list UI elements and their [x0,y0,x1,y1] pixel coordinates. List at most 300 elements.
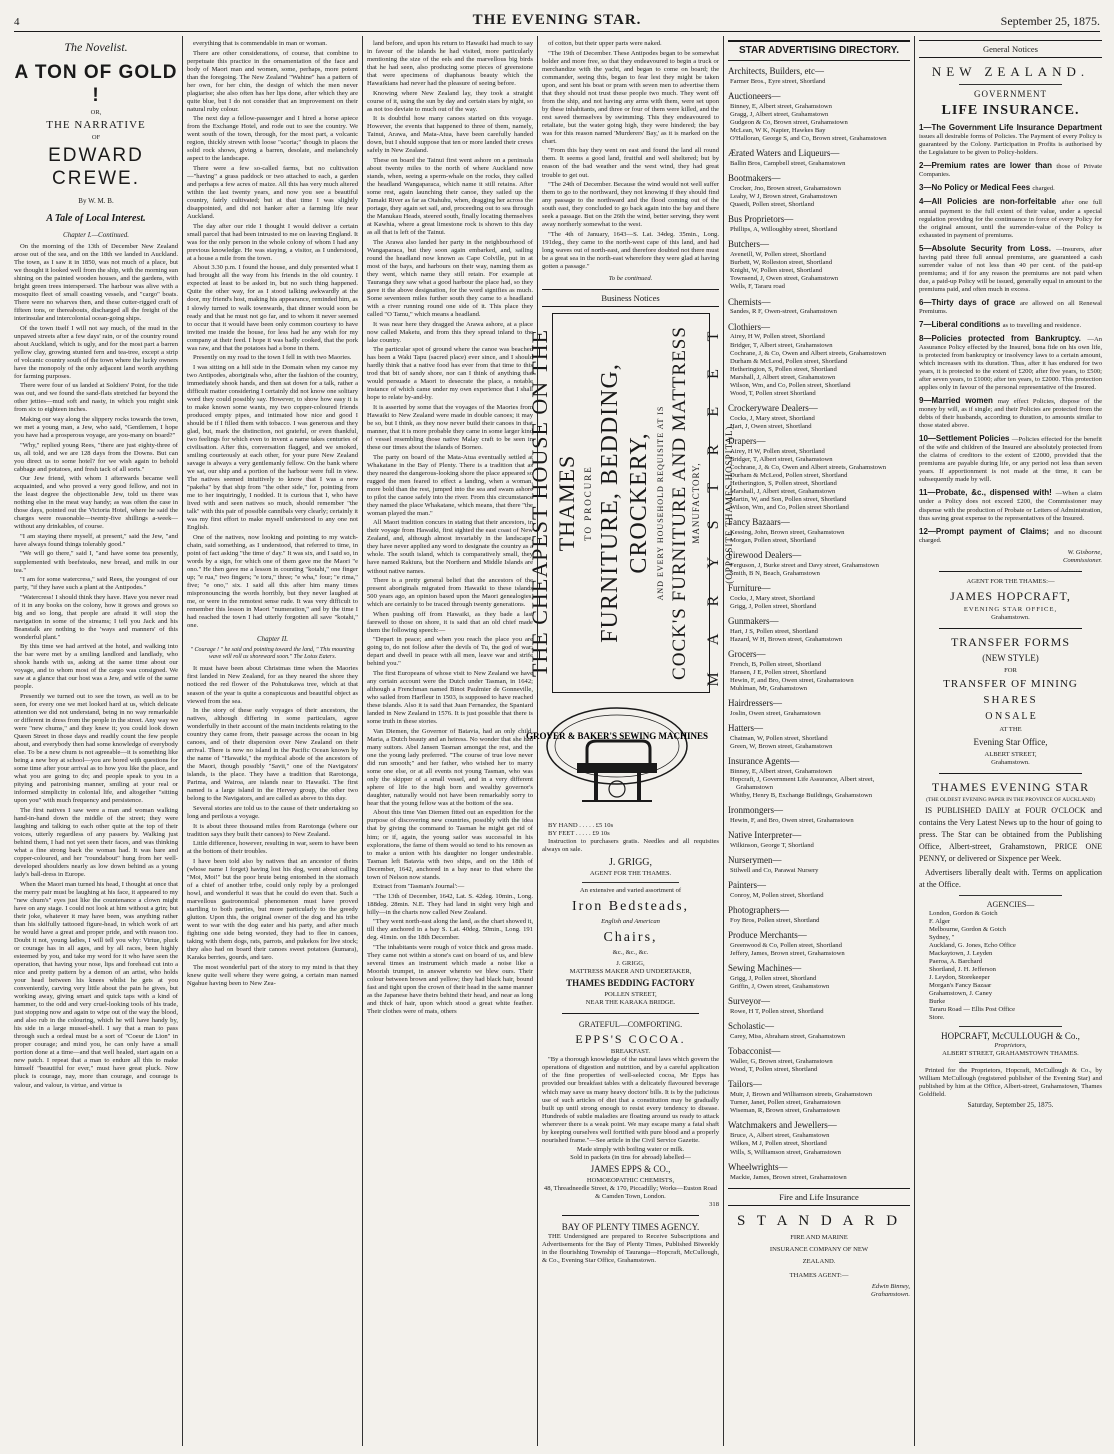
insurance-item-title: 9—Married women [919,396,998,406]
directory-category: Butchers— [728,239,769,250]
directory-category: Fancy Bazaars— [728,516,790,527]
story-paragraph: "From this bay they went on east and found the land all round them. It seems a good land, fruitful and well sheltered; but by reason of the bad weather and the west wind, they had great trouble to get out. [542,147,719,179]
directory-entry: Bridger, T, Albert street, Grahamstown [730,341,833,349]
price-feet: BY FEET . . . . . £9 10s [548,830,610,838]
story-tagline: A Tale of Local Interest. [46,213,146,225]
furniture-advert [526,313,734,693]
agency-entry: J. Leydon, Storekeeper [929,973,990,981]
to-be-continued: To be continued. [608,274,653,282]
directory-category: Surveyor— [728,996,770,1007]
story-paragraph: About this time Van Diemen fitted out an expedition for the purpose of discovering new countries, possibly with the idea that by giving the command to Tasman he might get rid of him; or if, again, the young sailor was successful in his explorations, the fame of them would so tend to his renown as to make a union with his daughter no longer undesirable. Tasman left Batavia with two ships, and on the 18th of December, 1642, anchored in a bay near to that where the town of Nelson now stands. [367,809,533,881]
epps-address: 48, Threadneedle Street, & 170, Piccadilly; Works—Euston Road & Camden Town, London. [543,1185,718,1201]
insurance-item-text: are allowed on all Renewal Premiums. [919,299,1102,315]
story-paragraph: everything that is commendable in man or woman. [193,40,328,47]
star-office: Evening Star Office, [973,737,1048,748]
directory-title: STAR ADVERTISING DIRECTORY. [728,40,910,61]
directory-category: Native Interpreter— [728,830,802,841]
directory-category: Wheelwrights— [728,1161,788,1172]
story-body [187,665,358,987]
new-zealand: NEW ZEALAND. [931,64,1090,80]
directory-category: Drapers— [728,435,766,446]
story-paragraph: The party on board of the Mata-Atua eventually settled at Whakatane in the Bay of Plenty. There is a tradition that as they neared the dangerous-looking shore the place appeared so rugged the men feared to effect a landing, when a woman, more bold than the rest, jumped into the sea and swam ashore to pilot the canoe safely into the river. From this circumstance they named the place Whakatane, which means, that there "the woman played the man." [367,453,533,517]
agency-entry: Burke [929,998,946,1006]
directory-entry: Wood, T, Pollen street Shortland [730,389,816,397]
directory-entry: Hetherington, S, Pollen street, Shortland [730,365,837,373]
story-paragraph: Knowing where New Zealand lay, they took a straight course of it, using the sun by day and certain stars by night, so as not too deviate to much out of the way. [367,89,533,113]
directory-category: Grocers— [728,649,766,660]
directory-entry: Gudgeon & Co, Brown street, Grahamstown [730,119,848,127]
column-rule [362,36,363,1446]
directory-entry: Conroy, M, Pollen street, Shortland [730,892,824,900]
story-paragraph: "They went north-east along the land, as the chart showed it, till they anchored in a bay S. Lat. 40deg. 50min., Long. 191 deg. 41min. on the 18th December. [367,918,533,942]
story-column-1 [14,40,178,1448]
story-paragraph: When pushing off from Hawaiki, as they bade a last farewell to those on shore, it is said that an old chief made them the following speech:— [367,610,533,634]
insurance-item [919,434,1102,484]
directory-entry: Cochrane, J, & Co, Owen and Albert streets, Grahamstown [730,463,887,471]
story-paragraph: All Maori tradition concurs in stating that their ancestors, in their voyage from Hawaiki, first sighted the east coast of New Zealand, and, although almost invariably in the landscape, they have never applied any word to designate the country as a whole. The south island, which is comparatively small, they have named Rakiura, but the Northern and Middle Islands are without native names. [367,519,533,575]
story-paragraph: There is a pretty general belief that the ancestors of the present aboriginals migrated from Hawaiki to these islands 500 years ago, an opinion based upon the Maori genealogies, which are certainly to be traced through twenty generations. [367,577,533,609]
directory-entry: Cocks, J, Mary street, Shortland [730,414,815,422]
directory-entry: Foy Bros, Pollen street, Shortland [730,917,820,925]
insurance-item [919,123,1102,157]
directory-entry: Greenwood & Co, Pollen street, Shortland [730,942,842,950]
section-heading: Fire and Life Insurance [728,1188,910,1206]
section-heading: General Notices [919,40,1102,58]
standard: S T A N D A R D [736,1212,902,1229]
story-body [542,40,719,271]
new-style: (NEW STYLE) [982,653,1039,664]
insurance-item-text: issues all desirable forms of Policies. The Payment of every Policy is guaranteed by the Colony. Participation in Profits is authorised by the Legislature to be given to Policy-holders. [919,133,1102,157]
directory-category: Hatters— [728,723,763,734]
directory-entry: Bruce, A, Albert street, Grahamstown [730,1132,830,1140]
thames-agent: THAMES AGENT:— [789,1272,849,1280]
directory-entry: Wells, F, Tararu road [730,283,785,291]
directory-entry: Quaedi, Pollen street, Shortland [730,201,815,209]
story-body [14,243,178,1090]
etc: &c., &c., &c. [612,948,649,956]
agency-entry: Auckland, G. Jones, Echo Office [929,941,1016,949]
insurance-item-title: 5—Absolute Security from Loss. [919,243,1056,253]
insurance-item-title: 12—Prompt payment of Claims; [919,526,1055,536]
insurance-item-title: 2—Premium rates are lower than [919,161,1057,171]
story-paragraph: land before, and upon his return to Hawaiki had much to say in favour of the islands he had visited, more particularly mentioning the size of the eels and the marvellous big birds that he had seen, also producing some pieces of greenstone that were specimens of diaphanous beauty which the Hawaikians had never had the pleasure of seeing before. [367,40,533,88]
newspaper-title: THE EVENING STAR. [472,12,642,28]
story-paragraph: "Depart in peace; and when you reach the place you are going to, do not follow after the devils of Tu, the god of war; depart and dwell in peace with all men, leave war and strife behind you." [367,636,533,668]
agency-entry: Sydney, " [929,933,955,941]
insurance-item [919,183,1102,193]
agency-entry: Melbourne, Gordon & Gotch [929,925,1006,933]
directory-entry: Stilwell and Co, Parawai Nursery [730,867,819,875]
directory-entry: Wilson, Wm, and Co, Pollen street, Shortland [730,381,851,389]
directory-entry: Martin, W, and Son, Pollen street, Shortland [730,495,847,503]
directory-category: Firewood Dealers— [728,550,802,560]
story-paragraph: There were four of us landed at Soldiers' Point, for the tide was out, and we found the sand-flats stretched far beyond the other jetties—mud soft and nasty, in which you might sink from six to eighteen inches. [14,382,178,414]
insurance-item-text: may effect Policies, dispose of the money by will, as if single; and their Policies are protected from the debts of their husbands, according to duration, to amounts similar to those stated above. [919,398,1102,430]
story-paragraph: The most wonderful part of the story to my mind is that they knew quite well where they were going, a certain man named Ngahue having been to New Zea- [187,963,358,987]
grahamstown: Grahamstown. [991,614,1030,622]
agency-entry: Paeroa, A. Barchard [929,957,983,965]
directory-entry: Wilkinson, George T, Shortland [730,842,814,850]
insurance-company: INSURANCE COMPANY OF NEW [769,1246,869,1254]
agency-entry: Shortland, J. H. Jefferson [929,965,996,973]
story-paragraph: Presently on my road to the town I fell in with two Maories. [193,354,352,362]
for: FOR [1004,667,1017,675]
agency-entry: London, Gordon & Gotch [929,909,998,917]
gisborne: W. Gisborne, [1067,548,1102,556]
story-paragraph: I was sitting on a hill side in the Domain when my canoe my two Antipodes, aboriginals who, after the fashion of the country, immediately shook hands, and then sat down for a talk, rather a difficult matter considering I certainly did not know one solitary word they could possibly say. However, to show how easy it is to make known some wants, my two copper-coloured friends produced empty pipes, and intimated how nice and good I should be if I filled them with tobacco. I was generous and they glad, but, mark the distinction, not grateful, or even thankful, two feelings for which even to invent a name takes centuries of civilisation. After this, conversation flagged, and we smoked, smiling courteously at each other, for your pure New Zealand savage is always a very gentlemanly fellow. On the bank where we sat, our ship and a portion of the harbour were full in view. The natives seemed intuitively to know that I was a new "pakeha" by that ship from "the other side," for, pointing from me to her inquiringly, I nodded. It is curious that I, who have lived with and seen natives so much, should remember "the talk" with this pair of possible cannibals very clearly; certainly it was my first effort to make myself understood to any one not English. [187,363,358,532]
directory-category: Auctioneers— [728,91,781,102]
story-paragraph: of cotton, but their upper parts were naked. [548,40,662,47]
insurance-item-text: —Policies effected for the benefit of the wife and children of the Insured are absolutely protected from the claims of creditors to the extent of £2000, provided that the premiums are payable during life, or any period not less than seven years. If apportionment is not made at the time, it can be subsequently made by will. [919,436,1103,484]
directory-entry: Gragg, J, Albert street, Grahamstown [730,111,829,119]
directory-entry: Knight, W, Pollen street, Shortland [730,267,823,275]
commissioner: Commissioner. [1062,556,1102,564]
on-sale: O N S A L E [985,710,1036,722]
directory-entry: Durham & McLeod, Pollen street, Shortland [730,471,848,479]
directory-entry: Carey, Miss, Abraham street, Grahamstown [730,1033,846,1041]
furniture-line: COCK'S FURNITURE AND MATTRESS [668,326,690,681]
epps-cocoa: EPPS'S COCOA. [575,1031,686,1046]
story-paragraph: By this time we had arrived at the hotel, and walking into the bar were met by a smiling landlord and landlady, who shook hands with us, asking at the same time about our voyage, and to whom most of the cargo was consigned. We saw at a glance that our host was a Jew, and wife of the same people. [14,643,178,691]
insurance-items [919,123,1102,544]
agency-entry: Morgan's Fancy Bazaar [929,981,992,989]
shares: SHARES [983,694,1038,707]
directory-entry: Hazard, W H, Brown street, Grahamstown [730,636,843,644]
directory-entry: Hopcraft, J, Government Life Assurance, Albert street, Grahamstown [730,776,875,792]
agency-list [919,910,1102,1022]
insurance-item-title: 6—Thirty days of grace [919,297,1020,307]
insurance-item [919,334,1102,392]
bay-text: THE Undersigned are prepared to Receive Subscriptions and Advertisements for the Bay of Plenty Times, Published Biweekly in the flourishing Township of Tauranga—Hopcraft, McCullough, & Co., Evening Star Office, Grahamstown. [542,1233,719,1265]
directory-entry: Turner, Janet, Pollen street, Grahamstown [730,1099,841,1107]
story-paragraph: Of the town itself I will not say much, of the mud in the unpaved streets after a few days' rain, or of the country round about Auckland, which is ugly, and for the most part a barren yellow clay, growing stunted fern and tea-tree, except a strip of volcanic country south of the town where the lucky owners have the monopoly of the only adjacent land worth anything for farming purposes. [14,324,178,380]
directory-category: Tailors— [728,1079,762,1090]
directory-entry: Hewin, F, and Bro, Owen street, Grahamstown [730,677,854,685]
story-of: OF [91,134,101,142]
story-paragraph: The particular spot of ground where the canoe was beached has been a Waki Tapu (sacred place) ever since, and I should hardly think that a native food has ever from that time to this trod that bit of sandy shore, nor can I think of anything that would persuade a Maori to desecrate the place, a notable instance of which came under my own experience that I shall hope to relate by-and-by. [367,346,533,402]
column-rule [723,36,724,1446]
story-paragraph: There are other considerations, of course, that combine to perpetuate this practice in the ornamentation of the face and body of Maori man and women, some, perhaps, more potent than the foregoing. The New Zealand "Wahine" has a pattern of her own, for her chin, the design of which the men never plagiarise; she also often has her lips done, after which they are quite blue, but I do not consider that an improvement on their natural ruby colour. [187,49,358,113]
insurance-item-text: charged. [1032,185,1055,193]
directory-category: Ironmongers— [728,805,783,816]
story-paragraph: About 3.30 p.m. I found the house, and duly presented what I had brought all the way from his friends in the old country. I expected at least to be asked in, but no such thing happened. Quite the other way, for as I stood talking awkwardly at the door, my friend's host, making his appearance, reminded him, as I slowly turned to walk townwards, that dinner would soon be ready and that he must not go far, and to whom it never seemed to occur that it would have been only common courtesy to have invited me inside the house, for less had he any wish for my company at their feed. I hope it was badly cooked, that the pork was raw, and that the potatoes had a bone in them. [187,264,358,352]
story-paragraph: The next day a fellow-passenger and I hired a horse apiece from the Exchange Hotel, and rode out to see the country. We went south of the town, through, for the most part, a volcanic region, thickly strewn with loose "scoria;" though in places the solid rock shows, giving a barren, desolate, and melancholy aspect to the landscape. [187,115,358,163]
story-subtitle: THE NARRATIVE [46,118,146,131]
furniture-line: FURNITURE, BEDDING, CROCKERY, [596,363,652,644]
directory-entry: Jeffery, James, Brown street, Grahamstown [730,950,845,958]
furniture-line: (OPPOSITE THAMES HOSPITAL). [723,422,734,584]
agency-entry: Grahamstown, J. Caney [929,990,992,997]
homeo: HOMOEOPATHIC CHEMISTS, [586,1177,675,1185]
column-rule [182,36,183,1446]
story-paragraph: There were a few so-called farms, but no cultivation—"having" a grass paddock or two attached to each, a garden and perhaps a few acres of maize. All this has very much altered within the last twenty years, and now you see a beautiful country, fairly cultivated; but at that time I was slightly disappointed, and did not hanker after a farming life near Auckland. [187,164,358,221]
assortment-text: An extensive and varied assortment of [579,886,682,894]
insurance-item-text: —Insurers, after having paid three full annual premiums, are guaranteed a cash surrender value of not less than 40 per cent. of the paid-up premiums; and if for any reason the premiums are not paid when due, a paid-up Policy will be issued, generally equal in amount to the premiums paid, and often much in excess. [919,245,1102,293]
story-paragraph: It is asserted by some that the voyages of the Maories from Hawaiki to New Zealand were made in double canoes; it may be so, but I think, as they now never build their canoes in that manner, that it is more probable they came in some larger kind of vessel resembling those native Malay craft to be seen in these our times about the islands of Borneo. [367,403,533,452]
insurance-item [919,396,1102,430]
transfer-mining: TRANSFER OF MINING [943,678,1078,691]
insurance-item-title: 4—All Policies are non-forfeitable [919,197,1062,207]
advertising-column [525,40,734,1448]
advertiser-role: AGENT FOR THE THAMES. [589,869,672,877]
directory-entry: Green, W, Brown street, Grahamstown [730,743,833,751]
insurance-item-text: after one full annual payment to the full extent of their value, under a special regulation providing for the continuance in force of every Policy for the original amount, until the surrender-value of the Policy is exhausted in payment of premiums. [919,199,1102,239]
insurance-item-title: 11—Probate, &c., dispensed with! [919,488,1056,498]
insurance-item-text: and no discount charged. [919,528,1102,544]
directory-entry: Marshall, J, Albert street, Grahamstown [730,373,836,381]
story-paragraph: When the Maori man turned his head, I thought at once that the merry pair must be laughing at his face, it appeared to my "new chum's" eyes just like the countenance a clown might have on any stage. I could not look at him without a grin; but their joke, whatever it may have been, was anything rather than his skilfully tattooed figure-head, in which work of art he would have a great and proper pride, and with reason too. Doubt it not, young ladies, I will tell you why: Virtue, pluck or courage has in all ages, and by all races, been highly esteemed by you, and take my word for it who have seen the operation, that having your nose, lips and forehead cut into a nice and pretty pattern by a demon of an artist, who holds your head between his knees whilst he gets at you conveniently, carving very little about the pain he gives, but working away, giving smart and quick taps with a kind of hammer, to the odd and very cruel-looking tools of his trade, just stopping now and again to wipe out of the way the blood, and also rub in the colouring, which he will have handy by, his side in a large mussel-shell. I say that a man to pass through such a ordeal must be a sort of "Coeur de Lion" in proper courage; and mind you, he can only have a small portion done at a time—and that well healed, start again on a new patch. I repeat that a man to endure all this to make himself "beautiful for ever," must have great pluck. Now pluck is courage, nay, more than courage, and courage is valour, and valour, is virtue, and virtue is [14,880,178,1089]
directory-entry: Whitby, Henry B, Exchange Buildings, Grahamstown [730,792,873,800]
section-heading: Business Notices [542,289,719,307]
story-paragraph: "We will go there," said I, "and have some tea presently, supplemented with beefsteaks, new bread, and milk in our tea." [14,550,178,574]
story-column-3 [367,40,533,1448]
directory-entry: Joslin, Owen street, Grahamstown [730,710,821,718]
directory-category: Nurserymen— [728,855,782,866]
insurance-item-title: 8—Policies protected from Bankruptcy. [919,333,1088,343]
directory-entry: Wills, S, Williamson street, Grahamstown [730,1148,841,1156]
directory-category: Gunmakers— [728,616,779,627]
directory-column [728,40,910,1448]
agent-for: AGENT FOR THE THAMES:— [966,577,1055,585]
agencies: AGENCIES— [986,899,1035,909]
epps-sold: Sold in packets (in tins for abroad) labelled— [570,1154,691,1162]
transfer-forms: TRANSFER FORMS [950,635,1071,650]
story-paragraph: "The 13th of December, 1642, Lat. S. 42deg. 10min., Long. 188deg. 28min. N.E. They had land in sight very high and hilly—in the charts now called New Zealand. [367,892,533,916]
story-column-2 [187,40,358,1448]
directory-category: Produce Merchants— [728,930,807,941]
published-text: IS PUBLISHED DAILY at FOUR O'CLOCK and contains the Very Latest News up to the hour of going to press. The Star can be obtained from the Publishing Office, Albert-street, Grahamstown, PRICE ONE PENNY, or delivered or Sixpence per Week. [919,806,1102,864]
iron-bedsteads: Iron Bedsteads, [571,898,690,914]
page-number: 4 [14,16,20,28]
directory-category: Bootmakers— [728,173,781,184]
bay-of-plenty: BAY OF PLENTY TIMES AGENCY. [561,1222,700,1233]
story-paragraph: Little difference, however, resulting in war, seem to have been at the bottom of their troubles. [187,840,358,856]
story-paragraph: "I am staying there myself, at present," said the Jew, "and have always found things tolerably good." [14,532,178,548]
directory-entry: Airey, H W, Pollen street, Shortland [730,447,825,455]
story-paragraph: One of the natives, now looking and pointing to my watch-chain, said something, as I understood, that referred to time, in point of fact asking "the time o' day." It was six, and I said so, in words by a sign, for which one of them gave me the Maori "e ono." He then gave me a lesson in counting "kotahi," one finger up; "e rua," two fingers; "e toru," three; "e wha," four; "e rima," five; "e ono," six. I said all this after him many times mispronouncing the words horribly, but they never laughed at me, or were in the remotest sense rude. It was very difficult to remember this lesson in Maori "numeration," and by the time I had reached the town I had utterly forgotten all save "kotahi," one. [187,533,358,630]
directory-category: Watchmakers and Jewellers— [728,1120,837,1131]
story-paragraph: The Arawa also landed her party in the neighbourhood of Wangaparaca, but they soon again embarked, and, sailing round the headland now known as Cape Colville, put in at most of the bays, and harbours on their way, naming them as they went, which name they still retain. For example at Tauranga they saw what a good harbour the place had, so they gave it the above designation, for the word signifies as much. Some seventeen miles further south they came to a headland with a river running round one side of it. This place they called "O Tamu," which means a headland. [367,238,533,319]
epps-text: "By a thorough knowledge of the natural laws which govern the operations of digestion and nutrition, and by a careful application of the fine properties of well-selected cocoa, Mr Epps has provided our breakfast tables with a delicately flavoured beverage which may save us many heavy doctors' bills. It is by the judicious use of such articles of diet that a constitution may be gradually built up until strong enough to resist every tendency to disease. Hundreds of subtle maladies are floating around us ready to attack wherever there is a weak point. We may escape many a fatal shaft by keeping ourselves well fortified with pure blood and a properly nourished frame."—See article in the Civil Service Gazette. [542,1056,719,1144]
directory-category: Ærated Waters and Liqueurs— [728,148,840,159]
hopcraft: JAMES HOPCRAFT, [950,588,1071,603]
directory-category: Bus Proprietors— [728,214,794,225]
directory-entry: Durham & McLeod, Pollen street, Shortland [730,357,848,365]
directory-entry: Binney, E, Albert street, Grahamstown [730,103,832,111]
directory-entry: O'Halloran, George S, and Co, Brown street, Grahamstown [730,135,887,143]
column-rule [914,36,915,1446]
directory-entry: Kessing, John, Brown street, Grahamstown [730,528,845,536]
directory-entry: Hart, J, Owen street, Shortland [730,422,812,430]
agency-entry: Tararu Road — Ellis Post Office [929,1006,1016,1014]
insurance-item [919,161,1102,179]
furniture-line: TO PROCURE [582,465,593,542]
story-paragraph: It is about three thousand miles from Rarotonga (where our tradition says they built their canoes) to New Zealand. [187,822,358,838]
insurance-item-text: —When a claim under a Policy does not exceed £200, the Commissioner may dispense with the production of Probate or Letters of Administration, thus saving great expense to the representatives of the Insured. [919,490,1102,522]
story-paragraph: "The 24th of December. Because the wind would not well suffer them to go to the northward, they not knowing if they should find any passage to the northward and the flood coming out of the south east, they concluded to go back again into the bay and there seek a passage. But on the 26th the wind, better serving, they went away northerly somewhat to the west. [542,181,719,229]
insurance-item [919,298,1102,316]
agency-entry: F. Alger [929,917,951,925]
directory-entry: Marshall, J, Albert street, Grahamstown [730,487,836,495]
insurance-item [919,488,1102,522]
chapter-heading: Chapter I.—Continued. [63,231,129,240]
directory-entry: Bridger, T, Albert street, Grahamstown [730,455,833,463]
oldest-paper: (THE OLDEST EVENING PAPER IN THE PROVINCE OF AUCKLAND) [926,796,1095,803]
advertisers-text: Advertisers liberally dealt with. Terms on application at the Office. [919,867,1102,889]
story-paragraph: Presently we turned out to see the town, as well as to be seen, for every one we met looked hard at us, which delicate attention we did not understand, being in no way remarkable or different in dress from the people in the street. Any way we were "new chums," and they knew it; you could look down Queen Street in those days and readily count the few people about, and everybody then had some knowledge of everybody else. To be a new chum is not agreeable—it is something like being a new boy at school—you are bored with questions for some time after your arrival as to how you like the place, and what you are going to do; and people speak to you in a pitying and patronising manner, smiling at your real or informed simplicity in colonial life, and altogether "sitting upon you" with much frequency and persistence. [14,693,178,805]
story-body [187,40,358,630]
directory-entry: McLean, W K, Napier, Hawkes Bay [730,127,826,135]
story-paragraph: The first Europeans of whose visit to New Zealand we have any certain account were the Dutch under Tasman, in 1642; although a Frenchman named Binot Paulmier de Gonneville, who sailed from Harfleur in 1503, is supposed to have reached these islands. Also it is said that Juan Fernandez, the Spaniard landed in New Zealand in 1576. It is just possible that there is some truth in these stories. [367,669,533,726]
directory-entry: Smith, B N, Beach, Grahamstown [730,570,820,577]
directory-entry: Cocks, J, Mary street, Shortland [730,595,815,602]
directory-entry: French, B, Pollen street, Shortland [730,661,822,669]
story-paragraph: Several stories are told us to the cause of their undertaking so long and perilous a voyage. [187,804,358,820]
directory-entry: Grigg, J, Pollen street, Shortland [730,975,817,983]
insurance-item-text: those of Private Companies. [919,163,1102,179]
english-american: English and American [601,917,660,925]
story-paragraph: Van Diemen, the Governor of Batavia, had an only child, Maria, a Dutch beauty and an heiress. No wonder that she had many suitors. Abel Jansen Tasman amongst the rest, and the one the young lady preferred. "The course of true love never did run smooth;" and her father, who wished her to marry some one else, or at all events not young Tasman, who was only the skipper of a small vessel, and in a very different sphere of life to the high born and wealthy governor's daughter, naturally would not have been remarkably sorry to hear that the young fellow was at the bottom of the sea. [367,727,533,807]
directory-entry: Wilkes, M J, Pollen street, Shortland [730,1140,827,1148]
street: POLLEN STREET, [604,990,657,998]
story-paragraph: "I am for some watercress," said Rees, the youngest of our party, "if they have such a plant at the Antipodes." [14,576,178,592]
story-paragraph: It is doubtful how many canoes started on this voyage. However, the events that happened to three of them, namely, Tainui, Arawa, and Mata-Atua, have been carefully handed down, but I should suppose that ten or more landed their crews safely in New Zealand. [367,115,533,155]
price-hand: BY HAND . . . . . £5 10s [548,822,614,830]
directory-category: Clothiers— [728,321,770,332]
chairs: Chairs, [603,929,658,945]
directory-entry: Wood, T, Pollen street, Shortland [730,1066,818,1074]
directory-entry: Townsend, J, Owen street, Grahamstown [730,275,839,283]
story-paragraph: It must have been about Christmas time when the Maories first landed in New Zealand, for as they neared the shore they noticed the red flower of the Pohutukawa tree, which at that season of the year is quite a conspicuous and beautiful object as viewed from the sea. [187,665,358,705]
instruction-text: Instruction to purchasers gratis. Needles and all requisites always on sale. [542,838,719,854]
byline: By W. M. B. [78,196,114,205]
directory-category: Crockeryware Dealers— [728,402,818,413]
agent-place: Grahamstown. [870,1291,910,1299]
epps-name: JAMES EPPS & CO., [590,1164,671,1175]
story-paragraph: Making our way along the slippery rocks towards the town, we met a young man, a Jew, who said, "Gentlemen, I hope you have had a prosperous voyage, are you-many on board?" [14,415,178,440]
general-notices-column [919,40,1102,1448]
chapter-heading: Chapter II. [256,635,289,644]
insurance-item-text: —An Assurance Policy effected by the Insured, bona fide on his own life, is protected from bankruptcy or insolvency laws to a certain amount, which increases with its duration. Thus, after it has endured for two years, it is protected to the extent of £200; after five years, to £500; after seven years, to £1000; after ten years, to £2000. This protection applies only in favour of the personal representative of the Insured. [919,335,1102,392]
directory-category: Architects, Builders, etc— [728,66,824,77]
furniture-line: THE CHEAPEST HOUSE ON THE THAMES [526,329,579,678]
albert-thames: ALBERT STREET, GRAHAMSTOWN THAMES. [942,1050,1079,1058]
directory-entry: Hewin, F, and Bro, Owen street, Grahamstown [730,817,854,825]
story-paragraph: "The 19th of December. These Antipodes began to be somewhat bolder and more free, so that they endeavoured to begin a truck or merchandize with the yacht, and began to come on board; the commander, seeing this, began to fear lest they might be taken upon, and sent his boat or pram with seven men to advertise them that they should not trust these people two much. They went off from the ship, and not having any arms with them, were set upon by these inhabitants, and three or four of them were killed, and the rest saved themselves by swimming. This they endeavoured to retaliate, but the water going high, they were hindered; the bay was for this reason named 'Murderers' Bay,' as it is marked on the chart. [542,49,719,145]
directory-category: Hairdressers— [728,698,782,709]
furniture-line: MANUFACTORY, [690,462,701,544]
sewing-machine-illustration [525,701,709,811]
story-paragraph: In the story of these early voyages of their ancestors, the natives, although differing in some particulars, agree wonderfully in their account of the main incidents relating to the country they came from, their passage across the ocean in big canoes, and of their dispersion over New Zealand on their arrival. There is now no island in the Pacific Ocean known by the name of "Hawaiki," the mythical abode of the ancestors of the Maori, though possibly "Savii," one of the Navigators' islands, is the place. They have a tradition that Rarotonga, Parima, and Wairoa, are islands near to Hawaiki. The first named is a large island in the Hervey group, the other two belong to the Navigators, and are called as above to this day. [187,707,358,803]
advertiser-name: J. GRIGG, [616,959,645,967]
insurance-item [919,244,1102,294]
machine-label: GROVER & BAKER'S SEWING MACHINES [525,731,709,742]
directory-entry: Cochrane, J, & Co, Owen and Albert streets, Grahamstown [730,349,887,357]
directory-entry: Rowe, H T, Pollen street, Shortland [730,1008,824,1016]
furniture-line: AND EVERY HOUSEHOLD REQUISITE AT IS [655,405,665,601]
proprietors: Proprietors, [994,1042,1027,1050]
story-paragraph: On the morning of the 13th of December New Zealand arose out of the sea, and on the 18th we landed in Auckland. The town, as I saw it in 1850, was not much of a place, but we thought it looked well from the ship, with the morning sun shining on the painted wooden houses, and the gardens, with bright green trees interspersed. The harbour was alive with a mosquito fleet of small coasting vessels, and "cargo" boats. There were no wharves then, and these cutter-rigged craft of fifteen tons, or thereabouts, discharged all the freight of the interinsular and intercolonial ocean-going ships. [14,242,178,323]
albert-street: ALBERT STREET, [984,751,1037,759]
directory-entry: Wiseman, R, Brown street, Grahamstown [730,1107,840,1115]
story-body [367,40,533,1016]
government: GOVERNMENT [974,89,1047,100]
directory-list [728,66,910,1181]
insurance-item-title: 10—Settlement Policies [919,434,1012,444]
agency-entry: Store. [929,1014,945,1022]
story-paragraph: The day after our ride I thought I would deliver a certain small parcel that had been intrusted to me on leaving England. It was for the only person in the whole colony of whom I had any previous knowledge. He was staying, a visitor, as I understood, at a house a mile from the town. [187,222,358,262]
directory-category: Insurance Agents— [728,756,800,767]
directory-entry: Aveneill, W, Pollen street, Shortland [730,251,827,259]
story-paragraph: "Watercress! I should think they have. Have you never read of it in any books on the colony, how it grows and grows so big and so long, that people are afraid it will stop the navigation in some of the streams; I tell you Jack and his Beanstalk are nothing to the 'ways and manners' of this wonderful plant." [14,593,178,641]
advertiser-name: J. GRIGG, [608,857,653,869]
directory-entry: Farmer Bros., Eyre street, Shortland [730,78,826,86]
directory-entry: Hetherington, S, Pollen street, Shortland [730,479,837,487]
directory-category: Tobacconist— [728,1046,781,1057]
directory-entry: Burbett, W, Rolleston street, Shortland [730,259,833,267]
directory-entry: Muhlman, Mr, Grahamstown [730,685,808,693]
story-paragraph: I have been told also by natives that an ancestor of theirs (whose name I forget) having lost his dog, went about calling "Moi, Moi!" but the poor brute being entombed in the stomach of a chief of another tribe, could only reply by a prolonged howl, and wonderful it was that he could do even that. Such a marvellous gastronomical phenomenon must have proved startling to both parties, but more particularly to the greedy glutton. Upon this, the original owner of the dog and his tribe went to war with the dog eater and his party, and after much fighting one side being worsted, they had to flee in canoes, taking with them dogs, rats, parrots, and pukekos for live stock; they also had on board their canoes sweet potatoes (kumara), Karaka berries, gourds, and taro. [187,857,358,961]
at-the: AT THE [999,726,1022,734]
directory-category: Furniture— [728,583,771,594]
directory-entry: Crocker, Jno, Brown street, Grahamstown [730,185,841,193]
furniture-line: M A R Y S T R E E T [704,319,722,687]
directory-entry: Morgan, Pollen street, Shortland [730,536,816,544]
fire-marine: FIRE AND MARINE [790,1234,848,1242]
insurance-item-title: 3—No Policy or Medical Fees [919,183,1033,193]
bedding-factory: THAMES BEDDING FACTORY [566,977,695,988]
directory-category: Painters— [728,880,766,891]
directory-entry: Mackie, James, Brown street, Grahamstown [730,1173,847,1181]
story-paragraph: The first natives I saw were a man and woman walking hand-in-hand down the middle of the street; they were laughing and talking to each other quite at the top of their voices, utterly regardless of any passers by. Walking just behind them, I had not yet seen their faces, and was thinking what a fine strong back the woman had. It was bare and copper-coloured, and her "roundabout" hung from her well-developed shoulders nearly as low down behind as a young lady's ball-dress in Europe. [14,806,178,879]
hopcraft-co: HOPCRAFT, McCULLOUGH & Co., [941,1031,1080,1042]
directory-entry: Waller, G, Brown street, Grahamstown [730,1058,833,1066]
directory-entry: Chatman, W, Pollen street, Shortland [730,735,828,743]
life-insurance: LIFE INSURANCE. [941,103,1080,119]
story-paragraph: These on board the Tainui first went ashore on a peninsula about twenty miles to the north of where Auckland now stands, when, seeing a sperm-whale on the rocks, they called the headland Wangaparaca, which name it still retains. After some rest, again launching their canoe, they sailed up the Tamaki River as far as Otahuhu, when, dragging her across the portage, they again set sail, and, proceeding out to sea through the Manukau Heads, steered south, finally locating themselves at Kawhia, where a great limestone rock is shown to this day as all that is left of the Tainui. [367,156,533,237]
directory-entry: Binney, E, Albert street, Grahamstown [730,768,832,776]
epigraph: " Courage ! " he said and pointing toward the land, " This mounting wave will roll us shoreward soon." The Lotus Eaters. [190,646,355,661]
zealand: ZEALAND. [802,1258,836,1266]
directory-entry: Wilson, Wm, and Co, Pollen street Shortland [730,503,849,511]
directory-entry: Muir, J, Brown and Williamson streets, Grahamstown [730,1091,873,1099]
directory-entry: Ferguson, J, Burke street and Davy street, Grahamstown [730,561,879,569]
epps-made: Made simply with boiling water or milk. [576,1146,685,1154]
near-bridge: NEAR THE KARAKA BRIDGE. [585,998,676,1006]
issue-date: September 25, 1875. [1000,14,1100,28]
story-subtitle-name: EDWARD CREWE. [48,145,144,190]
directory-category: Photographers— [728,905,789,916]
epps-no: 318 [709,1201,719,1209]
directory-entry: Leahy, W J, Brown street, Grahamstown [730,193,838,201]
story-paragraph: "The 4th of January, 1643—S. Lat. 34deg. 35min., Long. 191deg., they came to the north-west cape of this land, and had long waves out of north-east, and therefore doubted not there must be a great sea in the north-east wherefore they were glad at having gotten a passage." [542,230,719,270]
directory-entry: Ballin Bros, Campbell street, Grahamstown [730,160,846,168]
story-title: A TON OF GOLD ! [14,61,178,106]
directory-category: Scholastic— [728,1021,774,1032]
story-paragraph: "Why," replied young Rees, "there are just eighty-three of us, all told, and we are 128 days from the Downs. But can you direct us to some hotel? for we wish again to behold cabbage and potatoes, and fresh tack of all sorts." [14,441,178,473]
insurance-item [919,197,1102,239]
story-paragraph: Our Jew friend, with whom I afterwards became well acquainted, and who proved a very good fellow, and not in the least degree the objectionable Jew, told us there was nothing else in the meat way handy; as was often the case in those days, pointed out the Victoria Hotel, where he said the charges were reasonable—twenty-five shillings a-week—without any drinkables, of course. [14,475,178,531]
masthead [14,8,1100,32]
insurance-item-title: 7—Liberal conditions [919,319,1003,329]
story-paragraph: "The inhabitants were rough of voice thick and gross made. They came not within a stone's cast on board of us, and blew several times an instrument which made a noise like a Moorish trumpet, in answer whereto we blew ours. Their colour between brown and yellow; they had black hair, bound fast and tight upon the crown of their head in the same manner as the Japanese have theirs behind their head, and near as long and thick of hair, upon which stood a great white feather. Their clothes were of mats, others [367,943,533,1016]
story-paragraph: Extract from 'Tasman's Journal':— [373,883,465,891]
dateline: Saturday, September 25, 1875. [967,1101,1054,1110]
directory-category: Sewing Machines— [728,963,802,974]
directory-entry: Grigg, J, Pollen street, Shortland [730,603,817,611]
grateful: GRATEFUL—COMFORTING. [578,1019,683,1029]
grahamstown: Grahamstown. [991,759,1030,767]
